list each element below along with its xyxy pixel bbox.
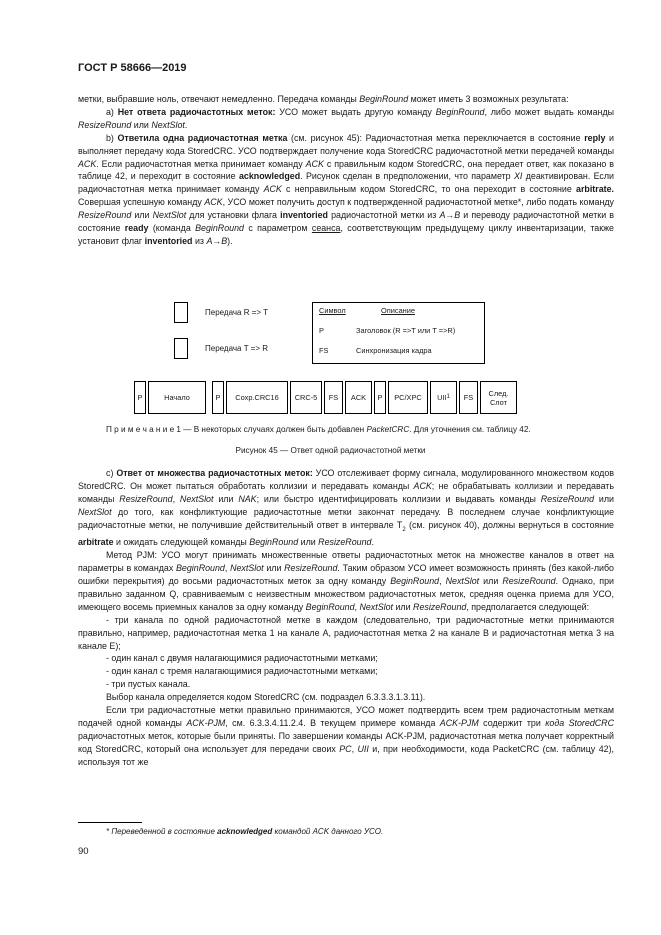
symbol-table-row-symbol: FS — [319, 346, 329, 355]
paragraph-ack-pjm: Если три радиочастотные метки правильно принимаются, УСО может подтвердить всем трем радиочастотным меткам подачей одной команды ACK-PJM, см. 6.3.3.4.11.2.4. В текущем примере команда ACK-PJM содержит три кода StoredCRC радиочастотных меток, которые были приняты. По завершении команды ACK-PJM, радиочастотная метка получает корректный код StoredCRC, который она использует для передачи своих PC, UII и, при необходимости, кода PacketCRC (см. таблицу 42), используя тот же — [78, 705, 614, 767]
legend-box-t-to-r — [174, 338, 188, 359]
figure-caption: Рисунок 45 — Ответ одной радиочастотной метки — [235, 446, 426, 455]
frame-cell: FS — [459, 381, 478, 414]
frame-cell-uii: UII 1 — [430, 381, 457, 414]
page-header: ГОСТ Р 58666—2019 — [78, 62, 187, 74]
paragraph-b: b) Ответила одна радиочастотная метка (см. рисунок 45): Радиочастотная метка переключается в состояние reply и выполняет передачу кода StoredCRC. УСО подтверждает получение кода StoredCRC радиочастотной метки передачей команды ACK. Если радиочастотная метка принимает команду ACK с правильным кодом StoredCRC, она передает ответ, как показано в таблице 42, и переходит в состояние acknowledged. Рисунок сделан в предположении, что параметр XI деактивирован. Если радиочастотная метка принимает команду ACK с неправильным кодом StoredCRC, то она переходит в состояние arbitrate. Совершая успешную команду ACK, УСО может получить доступ к подтвержденной радиочастотной метке*, либо подать команду ResizeRound или NextSlot для установки флага inventoried радиочастотной метки из A→B и переводу радиочастотной метки в состояние ready (команда BeginRound с параметром сеанса, соответствующим предыдущему циклу инвентаризации, также установит флаг inventoried из A→B). — [78, 132, 615, 246]
paragraph-c: c) Ответ от множества радиочастотных меток: УСО отслеживает форму сигнала, модулированного множеством кодов StoredCRC. Он может пытаться обработать коллизии и передавать команды ACK; не обрабатывать коллизии и передавать команды ResizeRound, NextSlot или NAK; или быстро идентифицировать коллизии и выдавать команды ResizeRound или NextSlot до того, как конфликтующие радиочастотные метки закончат передачу. В последнем случае конфликтующие радиочастотные метки, не получившие действительный ответ в интервале $T_2$ (см. рисунок 40), должны вернуться в состояние arbitrate и ожидать следующей команды BeginRound или ResizeRound. — [78, 468, 615, 548]
frame-sequence — [134, 381, 519, 414]
symbol-table-header-desc: Описание — [381, 306, 416, 315]
frame-cell: PC/XPC — [388, 381, 428, 414]
frame-cell: Сохр.CRC16 — [226, 381, 288, 414]
legend-box-r-to-t — [174, 302, 188, 323]
frame-cell: P — [212, 381, 224, 414]
list-item: - три канала по одной радиочастотной метке в каждом (следовательно, три радиочастотные метки принимаются правильно, например, радиочастотная метка 1 на канале А, радиочастотная метка 2 на канале В и радиочастотная метка 3 на канале Е); — [78, 614, 614, 651]
list-item: - один канал с тремя налагающимися радиочастотными метками; — [106, 666, 378, 677]
legend-label-t-to-r: Передача T => R — [205, 344, 269, 353]
frame-cell: Начало — [148, 381, 206, 414]
text-block-2 — [78, 467, 614, 769]
footnote-divider — [78, 822, 142, 823]
symbol-table-header-symbol: Символ — [319, 306, 346, 315]
symbol-table-row-desc: Заголовок (R =>T или T =>R) — [356, 326, 456, 335]
frame-cell: P — [374, 381, 386, 414]
frame-cell: ACK — [345, 381, 372, 414]
text-block-1 — [78, 93, 614, 248]
page-number: 90 — [78, 846, 89, 857]
paragraph-channel-choice: Выбор канала определяется кодом StoredCRC (см. подраздел 6.3.3.3.1.3.11). — [106, 692, 426, 703]
paragraph-intro: метки, выбравшие ноль, отвечают немедленно. Передача команды BeginRound может иметь 3 возможных результата: — [78, 94, 569, 104]
list-item: - один канал с двумя налагающимися радиочастотными метками; — [106, 653, 378, 664]
frame-cell: FS — [324, 381, 343, 414]
figure-note: П р и м е ч а н и е 1 — В некоторых случаях должен быть добавлен PacketCRC. Для уточнения см. таблицу 42. — [106, 425, 531, 434]
symbol-table-row-desc: Синхронизация кадра — [356, 346, 432, 355]
paragraph-a: а) Нет ответа радиочастотных меток: УСО может выдать другую команду BeginRound, либо может выдать команды ResizeRound или NextSlot. — [78, 106, 614, 130]
symbol-table-row-symbol: P — [319, 326, 324, 335]
symbol-table — [312, 302, 485, 364]
frame-cell: CRC-5 — [290, 381, 322, 414]
paragraph-pjm: Метод PJM: УСО могут принимать множественные ответы радиочастотных меток на множестве каналов в ответ на параметры в командах BeginRound, NextSlot или ResizeRound. Таким образом УСО имеет возможность принять (без какой-либо ошибки перекрытия) до восьми радиочастотных меток за одну команду BeginRound, NextSlot или ResizeRound. Однако, при правильно заданном Q, сравниваемым с неизвестным множеством радиочастотных меток, средняя оценка приема для УСО, имеющего восемь приемных каналов за одну команду BeginRound, NextSlot или ResizeRound, предполагается следующей: — [78, 550, 614, 612]
list-item: - три пустых канала. — [106, 679, 191, 690]
frame-cell: След. Слот — [480, 381, 517, 414]
footnote: * Переведенной в состояние acknowledged командой ACK данного УСО. — [106, 827, 384, 836]
frame-cell: P — [134, 381, 146, 414]
legend-label-r-to-t: Передача R => T — [205, 308, 269, 317]
